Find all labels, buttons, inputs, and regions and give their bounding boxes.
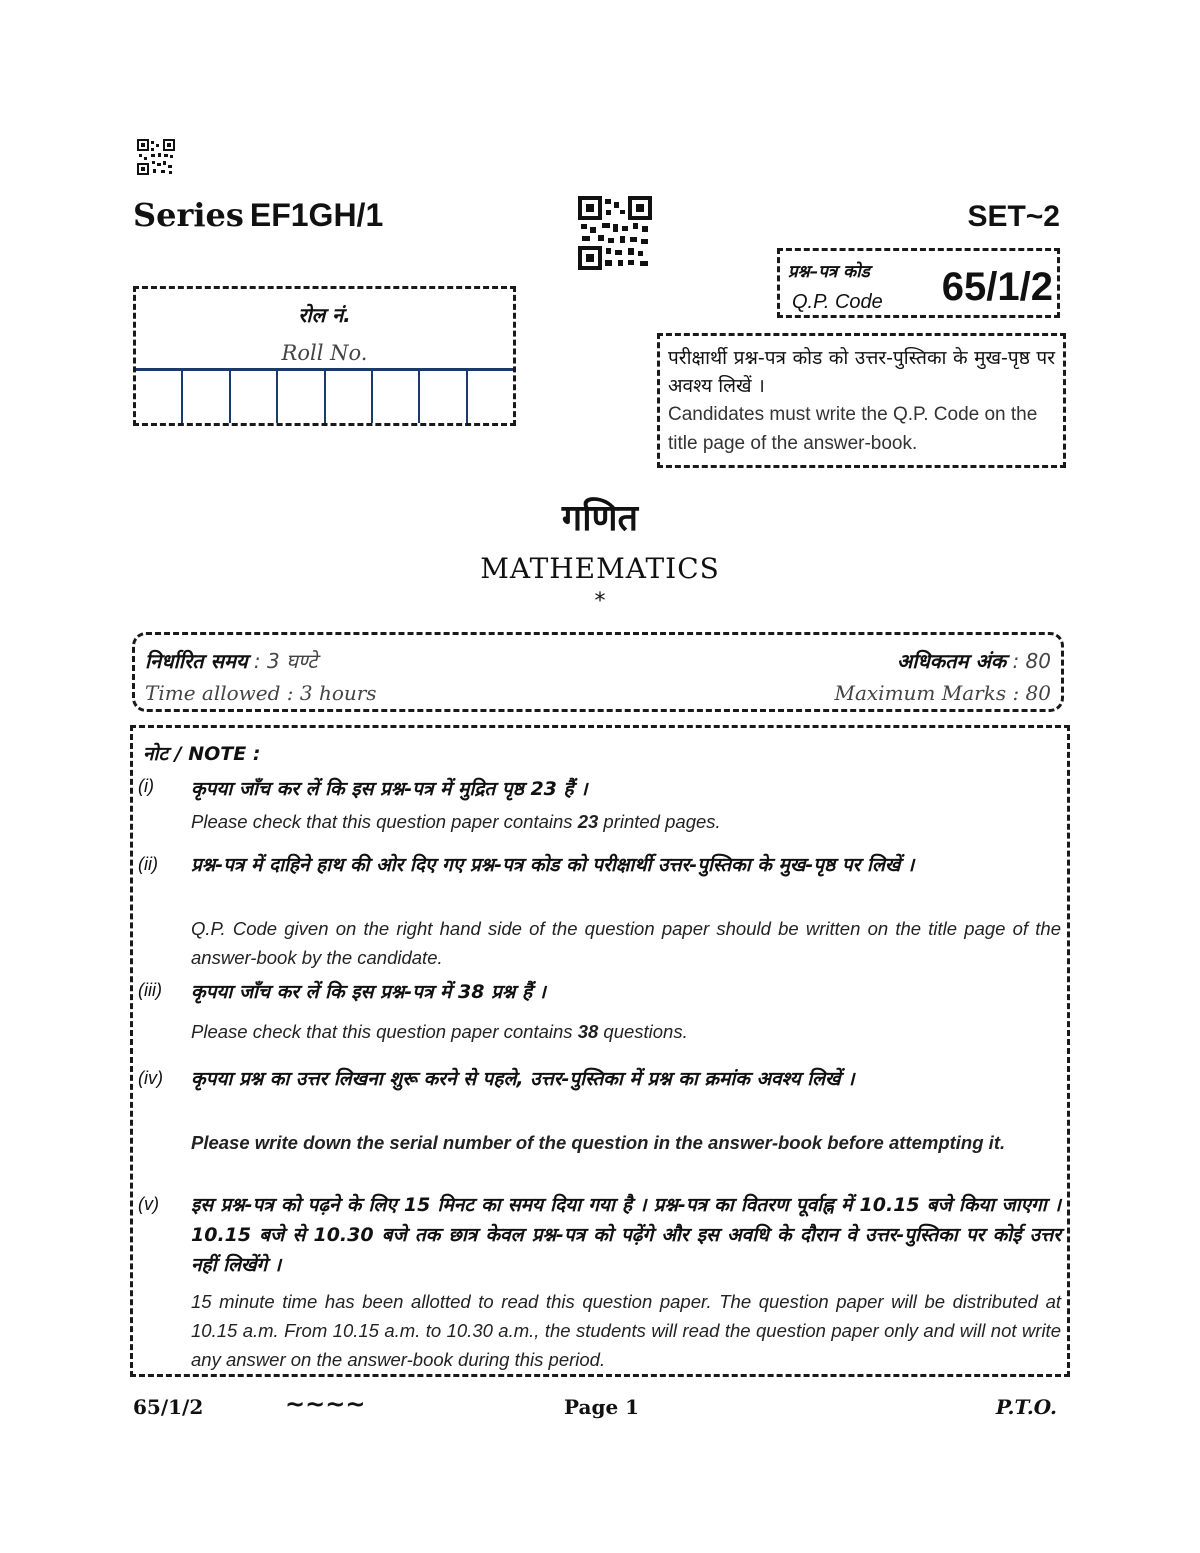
note-item-english: 15 minute time has been allotted to read this question paper. The question paper will be distributed at 10.15 a.m. From 10.15 a.m. to 10.30 a.m., the students will read the question paper only and will not write any answer on the answer-book during this period. [191, 1291, 1061, 1370]
note-item-english: Please check that this question paper contains 23 printed pages. [191, 811, 721, 832]
note-item-hindi: कृपया जाँच कर लें कि इस प्रश्न-पत्र में मुद्रित पृष्ठ 23 हैं । [191, 778, 588, 800]
note-box [130, 725, 1070, 1377]
note-item-number: (iv) [138, 1068, 163, 1088]
note-item-english: Please check that this question paper contains 38 questions. [191, 1021, 688, 1042]
note-heading: नोट / NOTE : [143, 743, 261, 765]
small-qr-code-icon [137, 139, 175, 175]
note-item-number: (i) [138, 776, 154, 796]
footer-code: 65/1/2 [133, 1395, 204, 1419]
note-item-hindi: कृपया प्रश्न का उत्तर लिखना शुरू करने से पहले, उत्तर-पुस्तिका में प्रश्न का क्रमांक अवश्य लिखें । [191, 1068, 855, 1090]
note-item-number: (iii) [138, 980, 162, 1000]
time-allowed-hindi [145, 647, 317, 674]
note-item-hindi: इस प्रश्न-पत्र को पढ़ने के लिए 15 मिनट का समय दिया गया है । प्रश्न-पत्र का वितरण पूर्वाह्न में 10.15 बजे किया जाएगा । 10.15 बजे से 10.30 बजे तक छात्र केवल प्रश्न-पत्र को पढ़ेंगे और इस अवधि के दौरान वे उत्तर-पुस्तिका पर कोई उत्तर नहीं लिखेंगे । [191, 1194, 1061, 1276]
footer-pto: P.T.O. [995, 1395, 1057, 1419]
time-marks-box [132, 632, 1064, 712]
candidate-instruction-box [657, 333, 1066, 468]
set-label: SET~2 [967, 200, 1060, 233]
note-item-hindi: प्रश्न-पत्र में दाहिने हाथ की ओर दिए गए प्रश्न-पत्र कोड को परीक्षार्थी उत्तर-पुस्तिका के मुख-पृष्ठ पर लिखें । [191, 854, 915, 876]
roll-cell[interactable] [420, 371, 467, 423]
series-code: EF1GH/1 [249, 197, 384, 233]
marks-hindi-label: अधिकतम अंक [897, 649, 1007, 673]
roll-number-box [133, 286, 516, 426]
star-mark: * [594, 589, 606, 614]
time-allowed-english: Time allowed : 3 hours [145, 681, 377, 705]
note-item-english: Q.P. Code given on the right hand side of the question paper should be written on the title page of the answer-book by the candidate. [191, 918, 1061, 968]
qr-code-icon [578, 196, 652, 270]
note-item-hindi: कृपया जाँच कर लें कि इस प्रश्न-पत्र में 38 प्रश्न हैं । [191, 981, 546, 1003]
roll-cell[interactable] [278, 371, 325, 423]
subject-title-english: MATHEMATICS [480, 552, 720, 585]
roll-cell[interactable] [468, 371, 513, 423]
roll-cell[interactable] [183, 371, 230, 423]
series-label: Series [133, 196, 244, 234]
roll-cell[interactable] [136, 371, 183, 423]
candidate-instruction-hindi: परीक्षार्थी प्रश्न-पत्र कोड को उत्तर-पुस्तिका के मुख-पृष्ठ पर अवश्य लिखें । [668, 347, 1055, 397]
roll-cell[interactable] [373, 371, 420, 423]
qp-label-hindi: प्रश्न–पत्र कोड [788, 262, 870, 282]
footer-page-number: Page 1 [564, 1395, 640, 1419]
marks-hindi-value: : 80 [1006, 649, 1051, 673]
footer-wave: ~~~~ [285, 1390, 366, 1418]
roll-cell[interactable] [326, 371, 373, 423]
roll-cell[interactable] [231, 371, 278, 423]
time-hindi-value: : 3 घण्टे [247, 649, 318, 673]
subject-title-hindi: गणित [561, 498, 639, 539]
max-marks-english: Maximum Marks : 80 [834, 681, 1051, 705]
candidate-instruction-english: Candidates must write the Q.P. Code on the title page of the answer-book. [668, 404, 1038, 454]
max-marks-hindi [897, 647, 1051, 674]
roll-label-hindi: रोल नं. [298, 303, 351, 327]
roll-number-cells [136, 368, 513, 423]
qp-label-english: Q.P. Code [792, 291, 883, 313]
roll-label-english: Roll No. [281, 341, 368, 365]
note-item-english: Please write down the serial number of the question in the answer-book before attempting it. [191, 1132, 1006, 1153]
qp-code: 65/1/2 [941, 265, 1053, 309]
note-item-number: (v) [138, 1194, 159, 1214]
series-line [133, 196, 383, 234]
qp-code-box [777, 248, 1060, 318]
note-item-number: (ii) [138, 854, 158, 874]
time-hindi-label: निर्धारित समय [145, 649, 248, 673]
